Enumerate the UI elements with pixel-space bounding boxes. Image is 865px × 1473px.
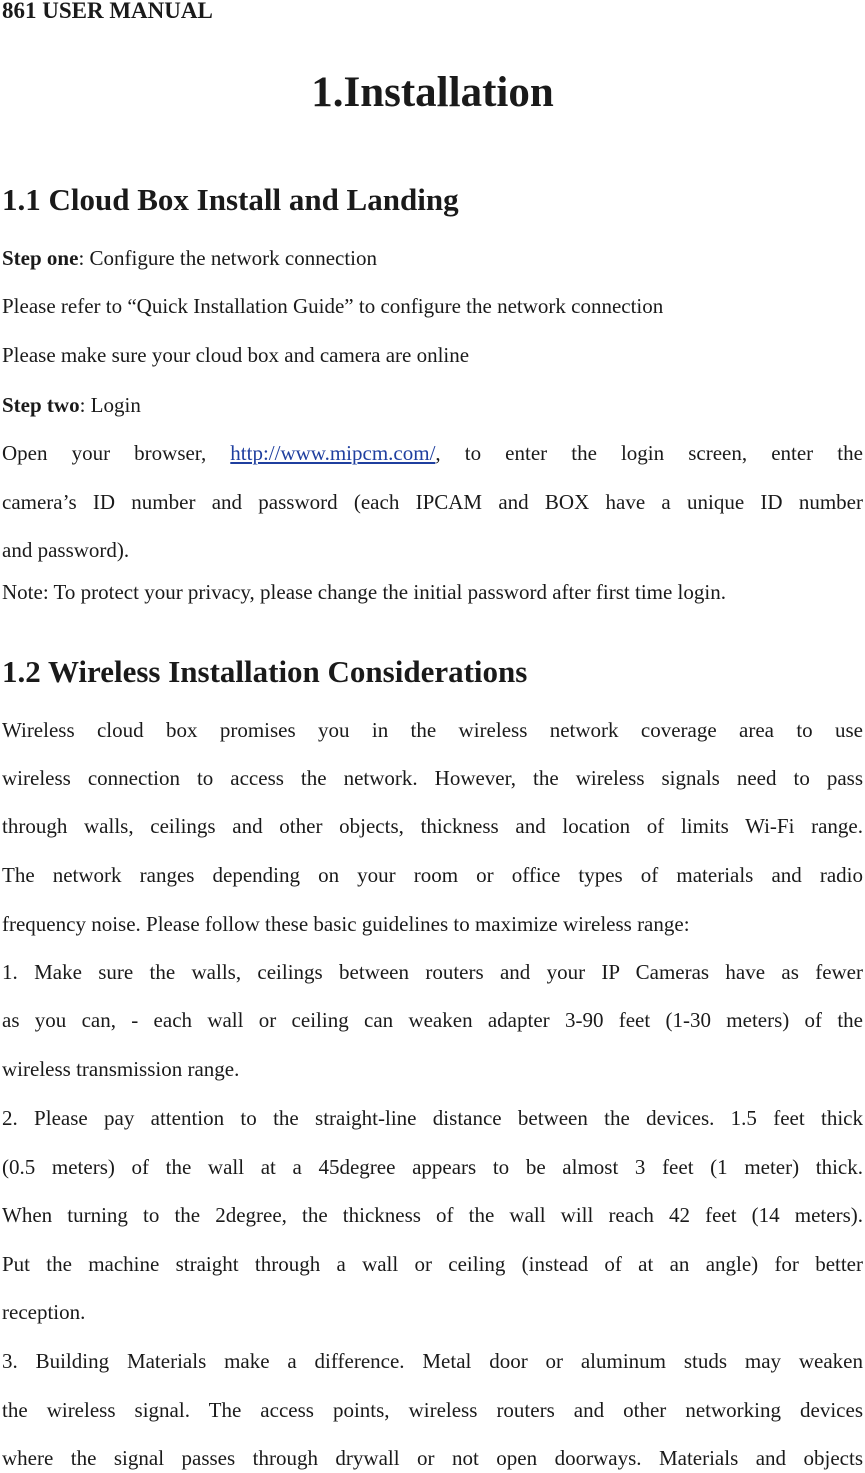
word: the (837, 441, 863, 465)
online-check-line: Please make sure your cloud box and camera are online (2, 343, 470, 367)
and-password-line: and password). (2, 538, 130, 562)
open-browser-line (2, 439, 863, 467)
word: screen, (688, 441, 748, 465)
guideline-1: 1. Make sure the walls, ceilings between routers and your IP Cameras have as fewer (2, 960, 863, 984)
paragraph-line: as you can, - each wall or ceiling can weaken adapter 3-90 feet (1-30 meters) of the (2, 1008, 863, 1032)
mipcm-link[interactable]: http://www.mipcm.com/ (230, 441, 436, 465)
word: enter (771, 441, 814, 465)
word: browser, (134, 441, 207, 465)
step-one-line (2, 244, 863, 272)
paragraph-line: through walls, ceilings and other objects, thickness and location of limits Wi-Fi range. (2, 814, 863, 838)
word: login (620, 441, 665, 465)
word: http://www.mipcm.com/, (230, 441, 441, 465)
word: to (464, 441, 482, 465)
paragraph-line: Wireless cloud box promises you in the wireless network coverage area to use (2, 718, 863, 742)
paragraph-line: the wireless signal. The access points, wireless routers and other networking devices (2, 1398, 863, 1422)
section-heading-1-1: 1.1 Cloud Box Install and Landing (2, 182, 459, 217)
chapter-title: 1.Installation (311, 69, 554, 116)
guideline-3: 3. Building Materials make a difference. Metal door or aluminum studs may weaken (2, 1349, 863, 1373)
id-number-line: camera’s ID number and password (each IPCAM and BOX have a unique ID number (2, 490, 863, 514)
step-two-label: Step two (2, 393, 80, 417)
paragraph-line: The network ranges depending on your room or office types of materials and radio (2, 863, 863, 887)
paragraph-line: where the signal passes through drywall or not open doorways. Materials and objects (2, 1446, 863, 1470)
guideline-2: 2. Please pay attention to the straight-line distance between the devices. 1.5 feet thick (2, 1106, 863, 1130)
word: your (71, 441, 111, 465)
running-header: 861 USER MANUAL (2, 0, 213, 23)
section-heading-1-2: 1.2 Wireless Installation Considerations (2, 654, 528, 689)
paragraph-line: wireless transmission range. (2, 1057, 240, 1081)
word: Open (2, 441, 48, 465)
word: enter (505, 441, 548, 465)
paragraph-line: (0.5 meters) of the wall at a 45degree appears to be almost 3 feet (1 meter) thick. (2, 1155, 863, 1179)
paragraph-line: wireless connection to access the network. However, the wireless signals need to pass (2, 766, 863, 790)
step-one-text: : Configure the network connection (78, 246, 378, 270)
paragraph-line: reception. (2, 1300, 86, 1324)
step-two-text: : Login (79, 393, 141, 417)
step-one-label: Step one (2, 246, 79, 270)
paragraph-line: Put the machine straight through a wall or ceiling (instead of at an angle) for better (2, 1252, 863, 1276)
step-two-line (2, 391, 863, 419)
privacy-note: Note: To protect your privacy, please change the initial password after first time login. (2, 580, 726, 604)
word: the (571, 441, 597, 465)
paragraph-line: frequency noise. Please follow these basic guidelines to maximize wireless range: (2, 912, 690, 936)
refer-guide-line: Please refer to “Quick Installation Guide” to configure the network connection (2, 294, 664, 318)
paragraph-line: When turning to the 2degree, the thickness of the wall will reach 42 feet (14 meters). (2, 1203, 863, 1227)
